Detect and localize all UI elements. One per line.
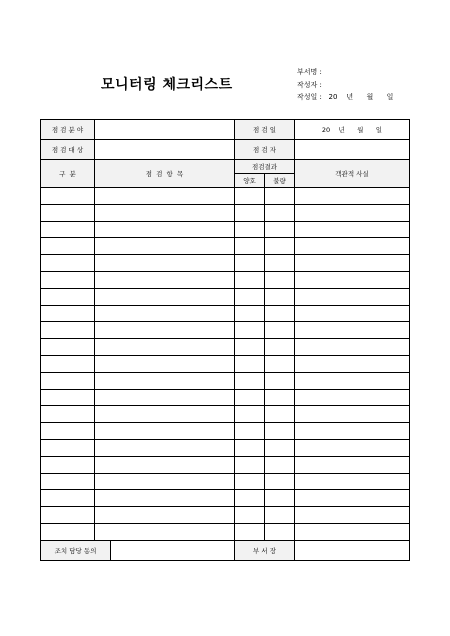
date-label-cell: 점 검 일 <box>235 120 295 140</box>
bad-cell[interactable] <box>265 523 295 540</box>
result-header: 점검결과 <box>235 160 295 174</box>
dept-label: 부서명 : <box>297 68 322 76</box>
table-row <box>41 372 410 389</box>
bad-header: 불량 <box>265 174 295 188</box>
head-label: 부 서 장 <box>235 540 295 560</box>
head-value[interactable] <box>295 540 410 560</box>
table-row <box>41 322 410 339</box>
item-cell[interactable] <box>95 406 235 423</box>
bad-cell[interactable] <box>265 204 295 221</box>
category-cell[interactable] <box>41 255 95 272</box>
category-cell[interactable] <box>41 305 95 322</box>
row-footer <box>41 540 410 560</box>
good-cell[interactable] <box>235 389 265 406</box>
category-cell[interactable] <box>41 456 95 473</box>
bad-cell[interactable] <box>265 271 295 288</box>
table-row <box>41 288 410 305</box>
good-cell[interactable] <box>235 339 265 356</box>
facts-cell[interactable] <box>295 288 410 305</box>
row-target <box>41 140 410 160</box>
bad-cell[interactable] <box>265 221 295 238</box>
good-cell[interactable] <box>235 271 265 288</box>
category-cell[interactable] <box>41 339 95 356</box>
item-cell[interactable] <box>95 288 235 305</box>
table-row <box>41 238 410 255</box>
table-row <box>41 271 410 288</box>
good-cell[interactable] <box>235 372 265 389</box>
table-row <box>41 473 410 490</box>
good-cell[interactable] <box>235 188 265 205</box>
item-cell[interactable] <box>95 423 235 440</box>
agree-value[interactable] <box>111 540 235 560</box>
item-cell[interactable] <box>95 439 235 456</box>
item-cell[interactable] <box>95 322 235 339</box>
table-row <box>41 423 410 440</box>
item-cell[interactable] <box>95 389 235 406</box>
good-cell[interactable] <box>235 305 265 322</box>
bad-cell[interactable] <box>265 305 295 322</box>
good-cell[interactable] <box>235 439 265 456</box>
table-row <box>41 523 410 540</box>
item-cell[interactable] <box>95 355 235 372</box>
category-cell[interactable] <box>41 473 95 490</box>
category-cell[interactable] <box>41 355 95 372</box>
facts-cell[interactable] <box>295 389 410 406</box>
table-row <box>41 188 410 205</box>
bad-cell[interactable] <box>265 423 295 440</box>
table-row <box>41 439 410 456</box>
category-header: 구 분 <box>41 160 95 188</box>
item-cell[interactable] <box>95 221 235 238</box>
good-cell[interactable] <box>235 355 265 372</box>
bad-cell[interactable] <box>265 389 295 406</box>
good-cell[interactable] <box>235 238 265 255</box>
category-cell[interactable] <box>41 322 95 339</box>
table-row <box>41 305 410 322</box>
good-cell[interactable] <box>235 523 265 540</box>
target-label: 점 검 대 상 <box>41 140 95 160</box>
category-cell[interactable] <box>41 490 95 507</box>
item-cell[interactable] <box>95 305 235 322</box>
bad-cell[interactable] <box>265 355 295 372</box>
agree-label: 조치 담당 동의 <box>41 540 111 560</box>
table-row <box>41 204 410 221</box>
bad-cell[interactable] <box>265 255 295 272</box>
bad-cell[interactable] <box>265 339 295 356</box>
item-cell[interactable] <box>95 490 235 507</box>
bad-cell[interactable] <box>265 456 295 473</box>
facts-cell[interactable] <box>295 507 410 524</box>
target-value[interactable] <box>95 140 235 160</box>
facts-cell[interactable] <box>295 490 410 507</box>
bad-cell[interactable] <box>265 473 295 490</box>
facts-cell[interactable] <box>295 271 410 288</box>
facts-cell[interactable] <box>295 322 410 339</box>
table-row <box>41 456 410 473</box>
item-cell[interactable] <box>95 456 235 473</box>
category-cell[interactable] <box>41 221 95 238</box>
item-cell[interactable] <box>95 204 235 221</box>
item-cell[interactable] <box>95 372 235 389</box>
facts-cell[interactable] <box>295 355 410 372</box>
table-row <box>41 255 410 272</box>
facts-cell[interactable] <box>295 238 410 255</box>
table-row <box>41 355 410 372</box>
category-cell[interactable] <box>41 439 95 456</box>
bad-cell[interactable] <box>265 288 295 305</box>
facts-cell[interactable] <box>295 339 410 356</box>
inspector-value[interactable] <box>295 140 410 160</box>
bad-cell[interactable] <box>265 372 295 389</box>
table-row <box>41 221 410 238</box>
item-cell[interactable] <box>95 255 235 272</box>
category-cell[interactable] <box>41 372 95 389</box>
item-cell[interactable] <box>95 271 235 288</box>
bad-cell[interactable] <box>265 322 295 339</box>
row-field <box>41 120 410 140</box>
field-label: 점 검 분 야 <box>41 120 95 140</box>
bad-cell[interactable] <box>265 406 295 423</box>
facts-cell[interactable] <box>295 523 410 540</box>
facts-cell[interactable] <box>295 305 410 322</box>
bad-cell[interactable] <box>265 439 295 456</box>
item-cell[interactable] <box>95 507 235 524</box>
date-value[interactable]: 20 년 월 일 <box>295 120 410 140</box>
field-value[interactable] <box>95 120 235 140</box>
items-header: 점 검 항 목 <box>95 160 235 188</box>
good-cell[interactable] <box>235 473 265 490</box>
category-cell[interactable] <box>41 204 95 221</box>
meta-block <box>297 66 393 104</box>
category-cell[interactable] <box>41 423 95 440</box>
item-cell[interactable] <box>95 188 235 205</box>
item-cell[interactable] <box>95 238 235 255</box>
facts-header: 객관적 사실 <box>295 160 410 188</box>
item-cell[interactable] <box>95 473 235 490</box>
good-cell[interactable] <box>235 322 265 339</box>
item-cell[interactable] <box>95 523 235 540</box>
bad-cell[interactable] <box>265 507 295 524</box>
facts-cell[interactable] <box>295 255 410 272</box>
category-cell[interactable] <box>41 523 95 540</box>
good-cell[interactable] <box>235 423 265 440</box>
table-row <box>41 339 410 356</box>
category-cell[interactable] <box>41 406 95 423</box>
category-cell[interactable] <box>41 507 95 524</box>
facts-cell[interactable] <box>295 439 410 456</box>
good-cell[interactable] <box>235 490 265 507</box>
facts-cell[interactable] <box>295 406 410 423</box>
category-cell[interactable] <box>41 238 95 255</box>
table-row <box>41 406 410 423</box>
bad-cell[interactable] <box>265 238 295 255</box>
facts-cell[interactable] <box>295 473 410 490</box>
item-cell[interactable] <box>95 339 235 356</box>
document-title: 모니터링 체크리스트 <box>101 77 233 93</box>
good-cell[interactable] <box>235 255 265 272</box>
table-row <box>41 507 410 524</box>
category-cell[interactable] <box>41 271 95 288</box>
checklist-table <box>40 119 410 561</box>
bad-cell[interactable] <box>265 490 295 507</box>
date-label: 작성일 : 20 년 월 일 <box>297 93 394 101</box>
table-row <box>41 389 410 406</box>
table-row <box>41 490 410 507</box>
bad-cell[interactable] <box>265 188 295 205</box>
author-label: 작성자 : <box>297 80 322 89</box>
good-cell[interactable] <box>235 406 265 423</box>
header-row-1 <box>41 160 410 174</box>
category-cell[interactable] <box>41 389 95 406</box>
good-cell[interactable] <box>235 507 265 524</box>
good-cell[interactable] <box>235 204 265 221</box>
good-cell[interactable] <box>235 221 265 238</box>
category-cell[interactable] <box>41 188 95 205</box>
good-cell[interactable] <box>235 288 265 305</box>
good-cell[interactable] <box>235 456 265 473</box>
facts-cell[interactable] <box>295 204 410 221</box>
inspector-label: 점 검 자 <box>235 140 295 160</box>
facts-cell[interactable] <box>295 423 410 440</box>
facts-cell[interactable] <box>295 456 410 473</box>
facts-cell[interactable] <box>295 188 410 205</box>
category-cell[interactable] <box>41 288 95 305</box>
facts-cell[interactable] <box>295 372 410 389</box>
good-header: 양호 <box>235 174 265 188</box>
facts-cell[interactable] <box>295 221 410 238</box>
